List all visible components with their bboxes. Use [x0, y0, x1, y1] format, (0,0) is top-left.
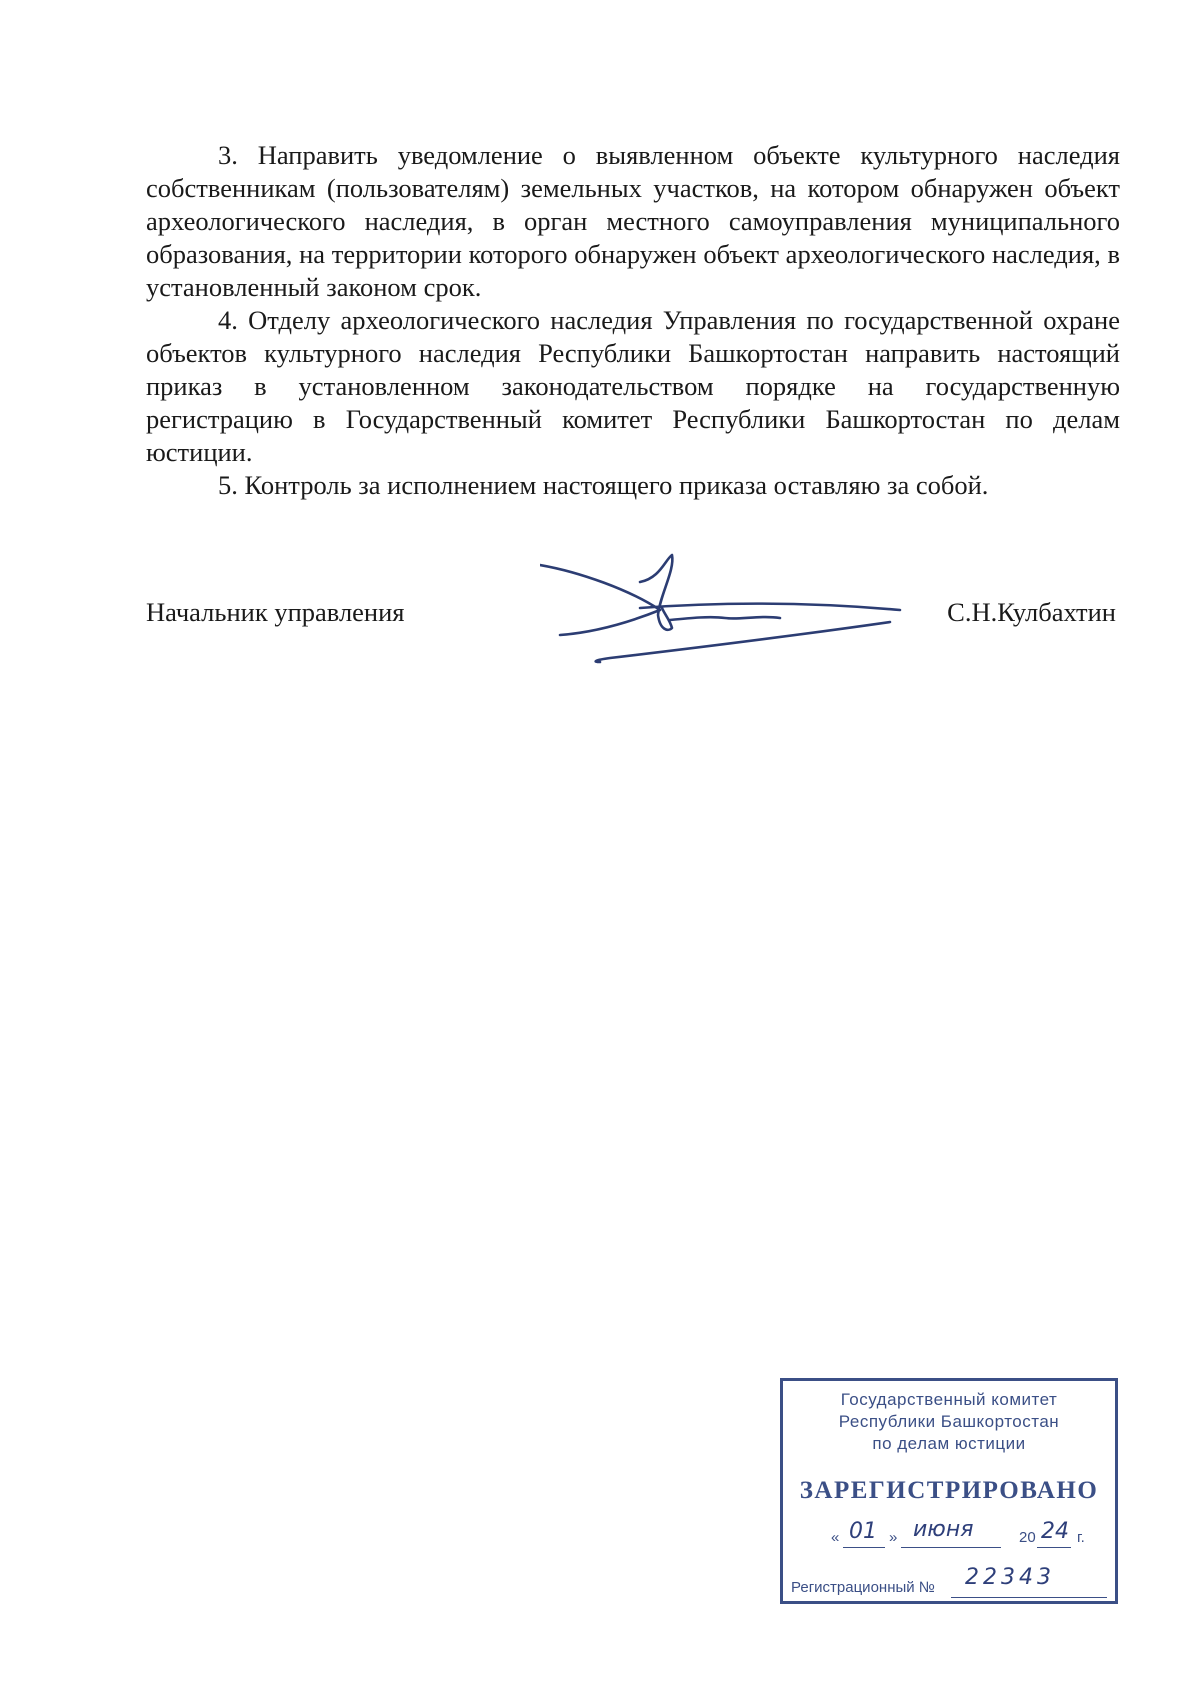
signer-title: Начальник управления	[146, 597, 405, 627]
signer-name: С.Н.Кулбахтин	[947, 597, 1116, 627]
stamp-org-line: Государственный комитет	[840, 1390, 1058, 1409]
stamp-status: ЗАРЕГИСТРИРОВАНО	[799, 1477, 1099, 1504]
stamp-org-line: Республики Башкортостан	[838, 1412, 1060, 1431]
date-close-quote: »	[889, 1529, 898, 1546]
date-year-unit: г.	[1077, 1529, 1085, 1546]
stamp-organization	[783, 1389, 1115, 1455]
date-open-quote: «	[831, 1529, 840, 1546]
signature-row	[146, 596, 1120, 636]
date-year-suffix: 24	[1041, 1519, 1069, 1544]
paragraph-4: 4. Отделу археологического наследия Управления по государственной охране объектов культурного наследия Республики Башкортостан направить настоящий приказ в установленном законодательством порядке на государственную регистрацию в Государственный комитет Республики Башкортостан по делам юстиции.	[146, 305, 1120, 467]
date-day-underline	[843, 1547, 885, 1548]
date-month: июня	[913, 1517, 974, 1542]
reg-number-label: Регистрационный №	[791, 1579, 935, 1596]
stamp-date	[805, 1517, 1105, 1553]
date-year-underline	[1037, 1547, 1071, 1548]
date-month-underline	[901, 1547, 1001, 1548]
paragraph-3: 3. Направить уведомление о выявленном объекте культурного наследия собственникам (пользователям) земельных участков, на котором обнаружен объект археологического наследия, в орган местного самоуправления муниципального образования, на территории которого обнаружен объект археологического наследия, в установленный законом срок.	[146, 140, 1120, 302]
reg-number-underline	[951, 1597, 1107, 1598]
stamp-org-line: по делам юстиции	[872, 1434, 1026, 1453]
paragraph-5: 5. Контроль за исполнением настоящего приказа оставляю за собой.	[218, 470, 989, 500]
date-year-prefix: 20	[1019, 1529, 1036, 1546]
reg-number: 22343	[965, 1565, 1055, 1590]
stamp-registration	[791, 1567, 1111, 1601]
document-body	[146, 139, 1120, 502]
registration-stamp	[780, 1378, 1118, 1604]
date-day: 01	[849, 1519, 877, 1544]
